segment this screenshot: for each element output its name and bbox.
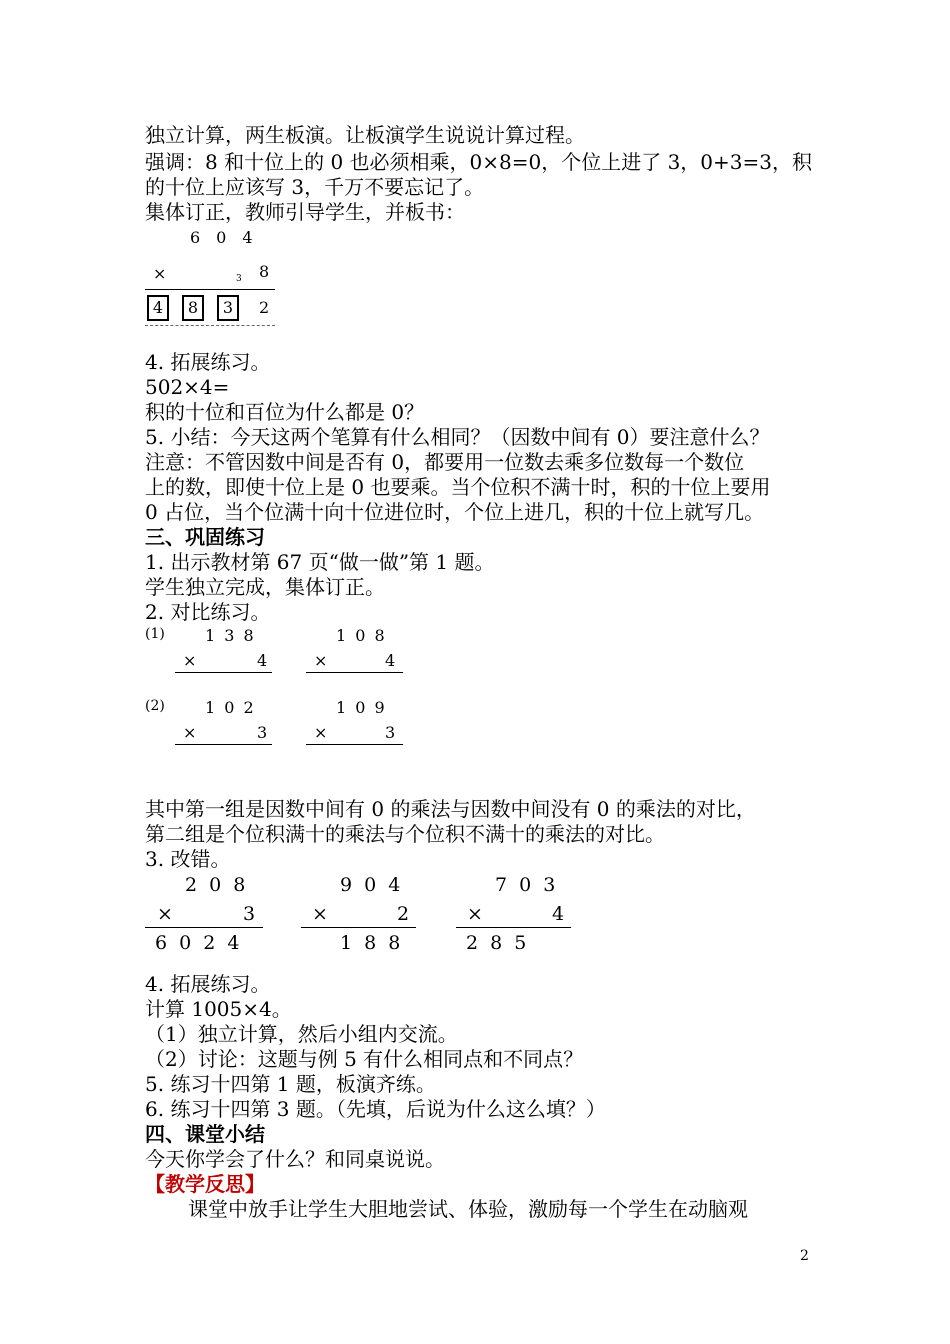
text-line: 课堂中放手让学生大胆地尝试、体验，激励每一个学生在动脑观 (188, 1197, 748, 1221)
result-digit: 2 (259, 298, 270, 317)
text-line: 上的数，即使十位上是 0 也要乘。当个位积不满十时，积的十位上要用 (145, 475, 771, 499)
calc-rule (175, 744, 272, 745)
text-line: （2）讨论：这题与例 5 有什么相同点和不同点？ (145, 1047, 584, 1071)
group-label: (2) (145, 698, 165, 714)
times-sign: × (314, 651, 328, 670)
calc-rule (456, 927, 571, 928)
section-heading: 三、巩固练习 (145, 525, 265, 549)
page-number: 2 (800, 1248, 809, 1264)
text-line: 计算 1005×4。 (145, 997, 292, 1021)
result-box: 4 (147, 295, 169, 321)
times-sign: × (157, 903, 173, 925)
text-line: 第二组是个位积满十的乘法与个位积不满十的乘法的对比。 (145, 822, 665, 846)
text-line: 5. 小结：今天这两个笔算有什么相同？（因数中间有 0）要注意什么？ (145, 425, 770, 449)
calc-result: 6 0 2 4 (155, 932, 240, 954)
times-sign: × (153, 264, 167, 283)
text-line: 的十位上应该写 3，千万不要忘记了。 (145, 175, 485, 199)
text-line: 2. 对比练习。 (145, 600, 271, 624)
multiplier: 4 (552, 903, 565, 925)
calc-result: 2 8 5 (466, 932, 527, 954)
text-line: 其中第一组是因数中间有 0 的乘法与因数中间没有 0 的乘法的对比， (145, 797, 756, 821)
text-line: 3. 改错。 (145, 847, 231, 871)
multiplier: 4 (257, 651, 268, 670)
text-line: 注意：不管因数中间是否有 0，都要用一位数去乘多位数每一个数位 (145, 450, 745, 474)
multiplier: 8 (259, 262, 270, 281)
text-line: 积的十位和百位为什么都是 0？ (145, 400, 425, 424)
multiplier: 3 (385, 723, 396, 742)
calc-rule (306, 744, 403, 745)
text-line: 集体订正，教师引导学生，并板书： (145, 200, 465, 224)
calc-rule (306, 672, 403, 673)
calc-rule (175, 672, 272, 673)
text-line: 502×4= (145, 375, 230, 399)
calc-top: 6 0 4 (190, 228, 253, 247)
times-sign: × (312, 903, 328, 925)
calc-rule (145, 289, 275, 290)
text-line: 4. 拓展练习。 (145, 972, 271, 996)
group-label: (1) (145, 626, 165, 642)
carry-digit: 3 (236, 274, 242, 284)
multiplier: 2 (397, 903, 410, 925)
result-box: 3 (217, 295, 239, 321)
text-line: 学生独立完成，集体订正。 (145, 575, 385, 599)
text-line: 强调：8 和十位上的 0 也必须相乘，0×8=0，个位上进了 3，0+3=3，积 (145, 150, 812, 174)
calc-result: 1 8 8 (340, 932, 401, 954)
calc-top: 1 3 8 (205, 626, 254, 645)
calc-rule (301, 927, 416, 928)
calc-top: 1 0 2 (205, 698, 254, 717)
text-line: （1）独立计算，然后小组内交流。 (145, 1022, 458, 1046)
calc-top: 1 0 9 (336, 698, 385, 717)
multiplier: 4 (385, 651, 396, 670)
times-sign: × (314, 723, 328, 742)
calc-rule (145, 927, 263, 928)
multiplier: 3 (257, 723, 268, 742)
section-heading: 四、课堂小结 (145, 1122, 265, 1146)
text-line: 6. 练习十四第 3 题。（先填，后说为什么这么填？） (145, 1097, 606, 1121)
dashed-rule (145, 325, 275, 326)
calc-top: 2 0 8 (185, 874, 246, 896)
text-line: 5. 练习十四第 1 题，板演齐练。 (145, 1072, 436, 1096)
calc-top: 1 0 8 (336, 626, 385, 645)
text-line: 0 占位，当个位满十向十位进位时，个位上进几，积的十位上就写几。 (145, 500, 765, 524)
multiplier: 3 (243, 903, 256, 925)
text-line: 今天你学会了什么？和同桌说说。 (145, 1147, 445, 1171)
times-sign: × (183, 651, 197, 670)
calc-top: 7 0 3 (495, 874, 556, 896)
times-sign: × (467, 903, 483, 925)
calc-top: 9 0 4 (340, 874, 401, 896)
reflection-heading: 【教学反思】 (145, 1172, 265, 1196)
text-line: 独立计算，两生板演。让板演学生说说计算过程。 (145, 123, 585, 147)
times-sign: × (183, 723, 197, 742)
result-box: 8 (182, 295, 204, 321)
text-line: 1. 出示教材第 67 页“做一做”第 1 题。 (145, 550, 495, 574)
text-line: 4. 拓展练习。 (145, 350, 271, 374)
